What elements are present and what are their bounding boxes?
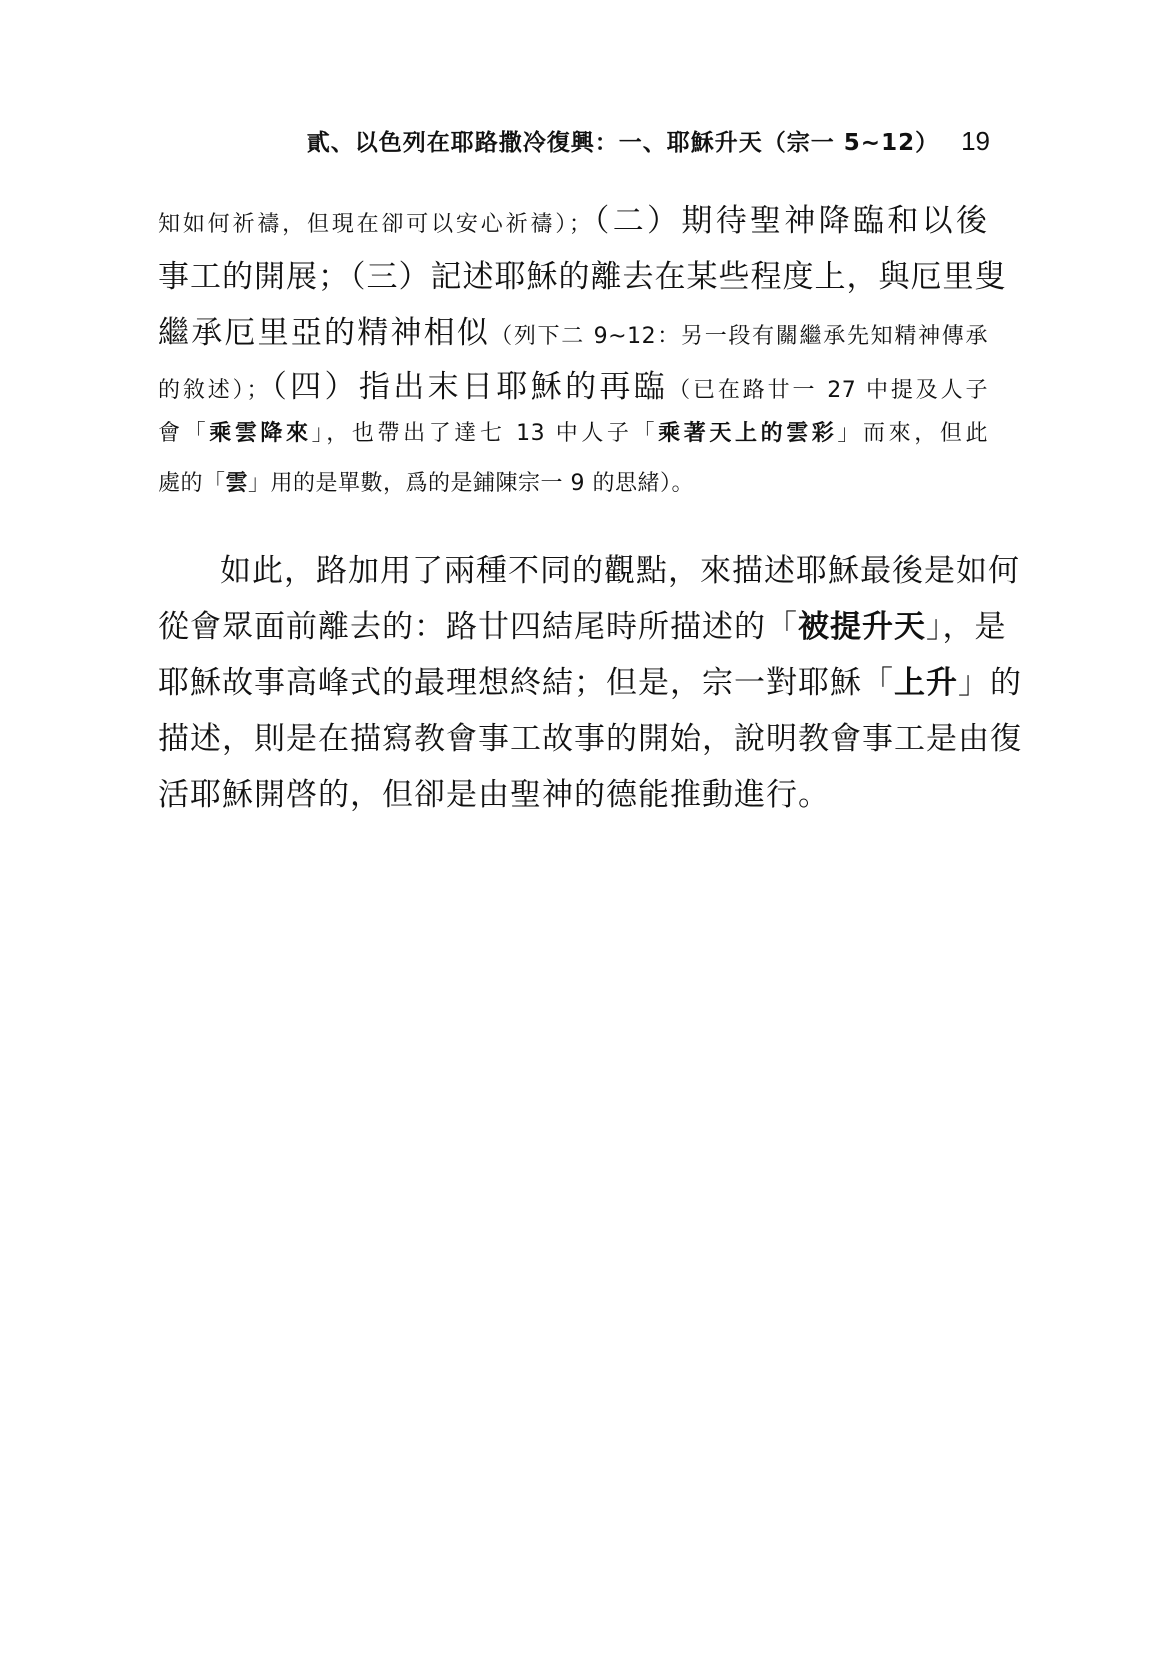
text-run: 」用的是單數，爲的是鋪陳宗一 9 的思緒）。 [248, 471, 695, 496]
text-run: （已在路廿一 27 中提及人子 [668, 378, 988, 403]
text-line [158, 310, 988, 360]
text-run: 如此，路加用了兩種不同的觀點，來描述耶穌最後是如何 [220, 553, 1020, 589]
text-run: 處的「 [158, 471, 226, 496]
running-header [150, 126, 990, 158]
text-run: （二）期待聖神降臨和以後 [591, 203, 988, 239]
text-run: 」而來，但此 [837, 421, 988, 446]
text-run: 會「 [158, 421, 210, 446]
emphasis-text: 被提升天 [798, 609, 926, 645]
text-line [158, 660, 1022, 706]
text-run: （四）指出末日耶穌的再臨 [268, 369, 669, 405]
running-title: 貳、以色列在耶路撒冷復興：一、耶穌升天（宗一 5~12） [306, 130, 940, 156]
text-line [158, 254, 1007, 300]
emphasis-text: 上升 [894, 665, 958, 701]
text-run: 活耶穌開啓的，但卻是由聖神的德能推動進行。 [158, 777, 830, 813]
text-line [158, 604, 1007, 650]
text-line [158, 364, 988, 414]
page-number: 19 [961, 126, 990, 156]
text-run: 描述，則是在描寫教會事工故事的開始，說明教會事工是由復 [158, 721, 1022, 757]
text-run: 的敘述）； [158, 378, 269, 403]
text-run: 」，是 [926, 609, 1007, 645]
text-run: 」，也帶出了達七 13 中人子「 [311, 421, 659, 446]
text-run: 耶穌故事高峰式的最理想終結；但是，宗一對耶穌「 [158, 665, 894, 701]
text-line [158, 772, 988, 818]
text-run: 」的 [958, 665, 1022, 701]
emphasis-text: 雲 [225, 471, 249, 496]
text-line [158, 716, 1022, 762]
emphasis-text: 乘著天上的雲彩 [658, 421, 838, 446]
text-line [158, 198, 988, 248]
emphasis-text: 乘雲降來 [209, 421, 312, 446]
text-line [158, 416, 988, 452]
text-run: 繼承厄里亞的精神相似 [158, 315, 491, 351]
text-run: （列下二 9~12：另一段有關繼承先知精神傳承 [490, 324, 989, 349]
text-line [158, 466, 988, 502]
text-line [220, 548, 1020, 594]
text-run: 從會眾面前離去的：路廿四結尾時所描述的「 [158, 609, 798, 645]
text-run: 知如何祈禱，但現在卻可以安心祈禱）； [158, 212, 592, 237]
text-run: 事工的開展；（三）記述耶穌的離去在某些程度上，與厄里叟 [158, 259, 1007, 295]
